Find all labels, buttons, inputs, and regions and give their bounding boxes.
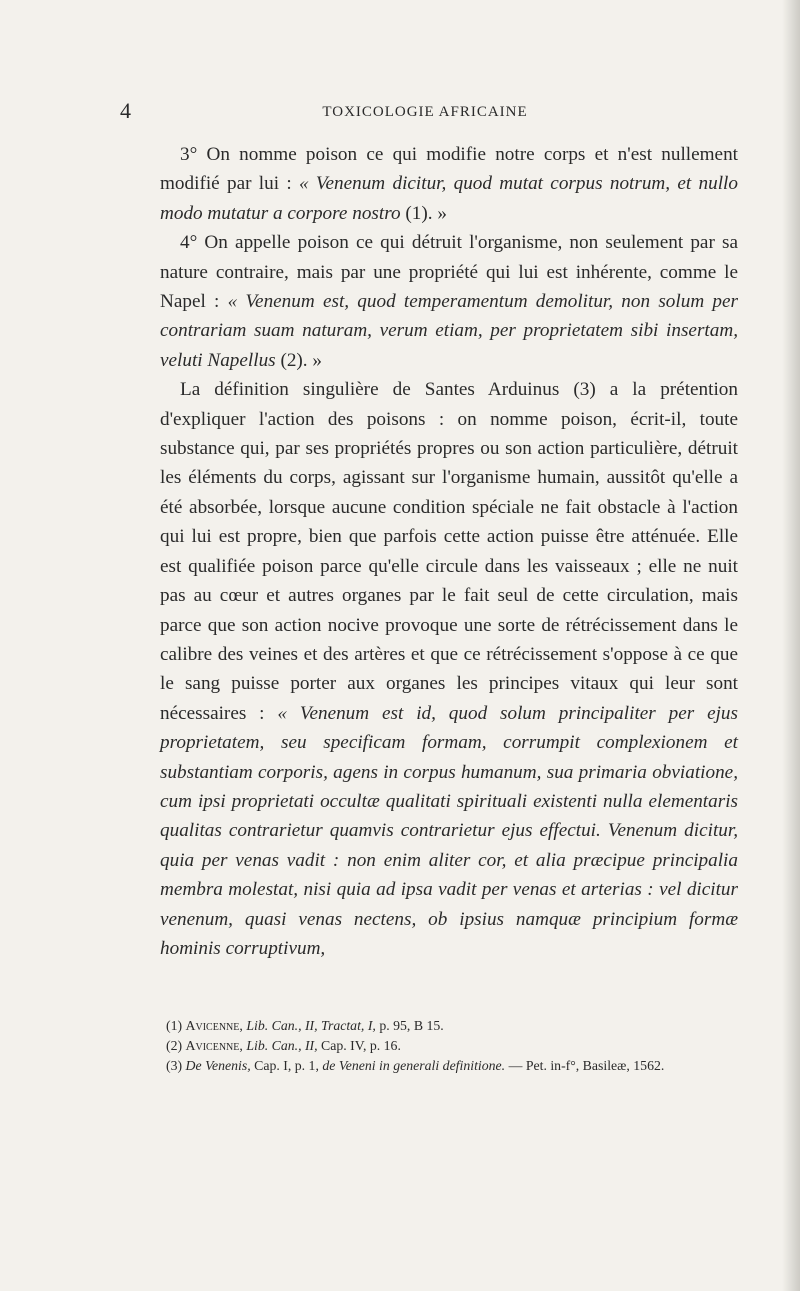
paragraph-text: 3° On nomme poison ce qui modifie notre corps et n'est nullement modifié par lui : (160, 144, 738, 195)
footnote-marker: (1) (166, 1018, 186, 1033)
paragraph-text: 4° On appelle poison ce qui détruit l'organisme, non seulement par sa nature contraire, mais par une propriété qui lui est inhérente, comme le Napel : (160, 232, 738, 313)
footnote-ref: Cap. I, p. 1, (250, 1058, 323, 1073)
footnotes (160, 1016, 738, 1076)
footnote-2: (2) Avicenne, Lib. Can., II, Cap. IV, p. 16. (166, 1038, 401, 1053)
footnote-author: Avicenne (185, 1038, 240, 1053)
paragraph-3 (160, 140, 738, 228)
footnote-edition: — Pet. in-f°, Basileæ, 1562. (505, 1058, 665, 1073)
footnote-ref: p. 95, B 15. (375, 1018, 444, 1033)
footnote-title: De Venenis, (185, 1058, 251, 1073)
footnote-author: Avicenne (185, 1018, 240, 1033)
latin-quote: « Venenum est id, quod solum principaliter per ejus proprietatem, seu specificam formam, corrumpit complexionem et substantiam corporis, agens in corpus humanum, sua primaria obviatione, cum ipsi proprietati occultæ qualitati spirituali existenti nulla elementaris qualitas contrarietur quamvis contrarietur ejus effectui. Venenum dicitur, quia per venas vadit : non enim aliter cor, et alia præcipue principalia membra molestat, nisi quia ad ipsa vadit per venas et arterias : vel dicitur venenum, quasi venas nectens, ob ipsius namquæ principium formæ hominis corruptivum, (160, 702, 738, 959)
footnote-title: Lib. Can., II, Tractat, I, (246, 1018, 376, 1033)
paragraph-tail: (2). » (275, 349, 322, 371)
paragraph-arduinus (160, 375, 738, 963)
latin-quote: « Venenum dicitur, quod mutat corpus notrum, et nullo modo mutatur a corpore nostro (160, 173, 738, 224)
footnote-ref: Cap. IV, p. 16. (317, 1038, 401, 1053)
page-edge-shadow (782, 0, 800, 1291)
paragraph-text: La définition singulière de Santes Arduinus (3) a la prétention d'expliquer l'action des poisons : on nomme poison, écrit-il, toute substance qui, par ses propriétés propres ou son action particulière, détruit les éléments du corps, agissant sur l'organisme humain, aussitôt qu'elle a été absorbée, lorsque aucune condition spéciale ne fait obstacle à l'action qui lui est propre, bien que parfois cette action puisse être atténuée. Elle est qualifiée poison parce qu'elle circule dans les vaisseaux ; elle ne nuit pas au cœur et autres organes par le fait seul de cette circulation, mais parce que son action nocive provoque une sorte de rétrécissement dans le calibre des veines et des artères et que ce rétrécissement s'oppose à ce que le sang puisse porter aux organes les principes vitaux qui leur sont nécessaires : (160, 379, 738, 724)
body-text (160, 140, 738, 963)
running-head (120, 98, 730, 128)
footnote-subtitle: de Veneni in generali definitione. (322, 1058, 506, 1073)
footnote-1: (1) Avicenne, Lib. Can., II, Tractat, I, p. 95, B 15. (166, 1018, 444, 1033)
footnote-marker: (2) (166, 1038, 186, 1053)
footnote-3 (160, 1056, 738, 1076)
paragraph-4 (160, 228, 738, 375)
page-number: 4 (120, 98, 131, 123)
latin-quote: « Venenum est, quod temperamentum demolitur, non solum per contrariam suam naturam, verum etiam, per proprietatem sibi insertam, veluti Napellus (160, 291, 738, 371)
footnote-marker: (3) (166, 1058, 186, 1073)
footnote-title: Lib. Can., II, (246, 1038, 318, 1053)
running-title: TOXICOLOGIE AFRICAINE (322, 104, 528, 120)
paragraph-tail: (1). » (400, 202, 447, 224)
